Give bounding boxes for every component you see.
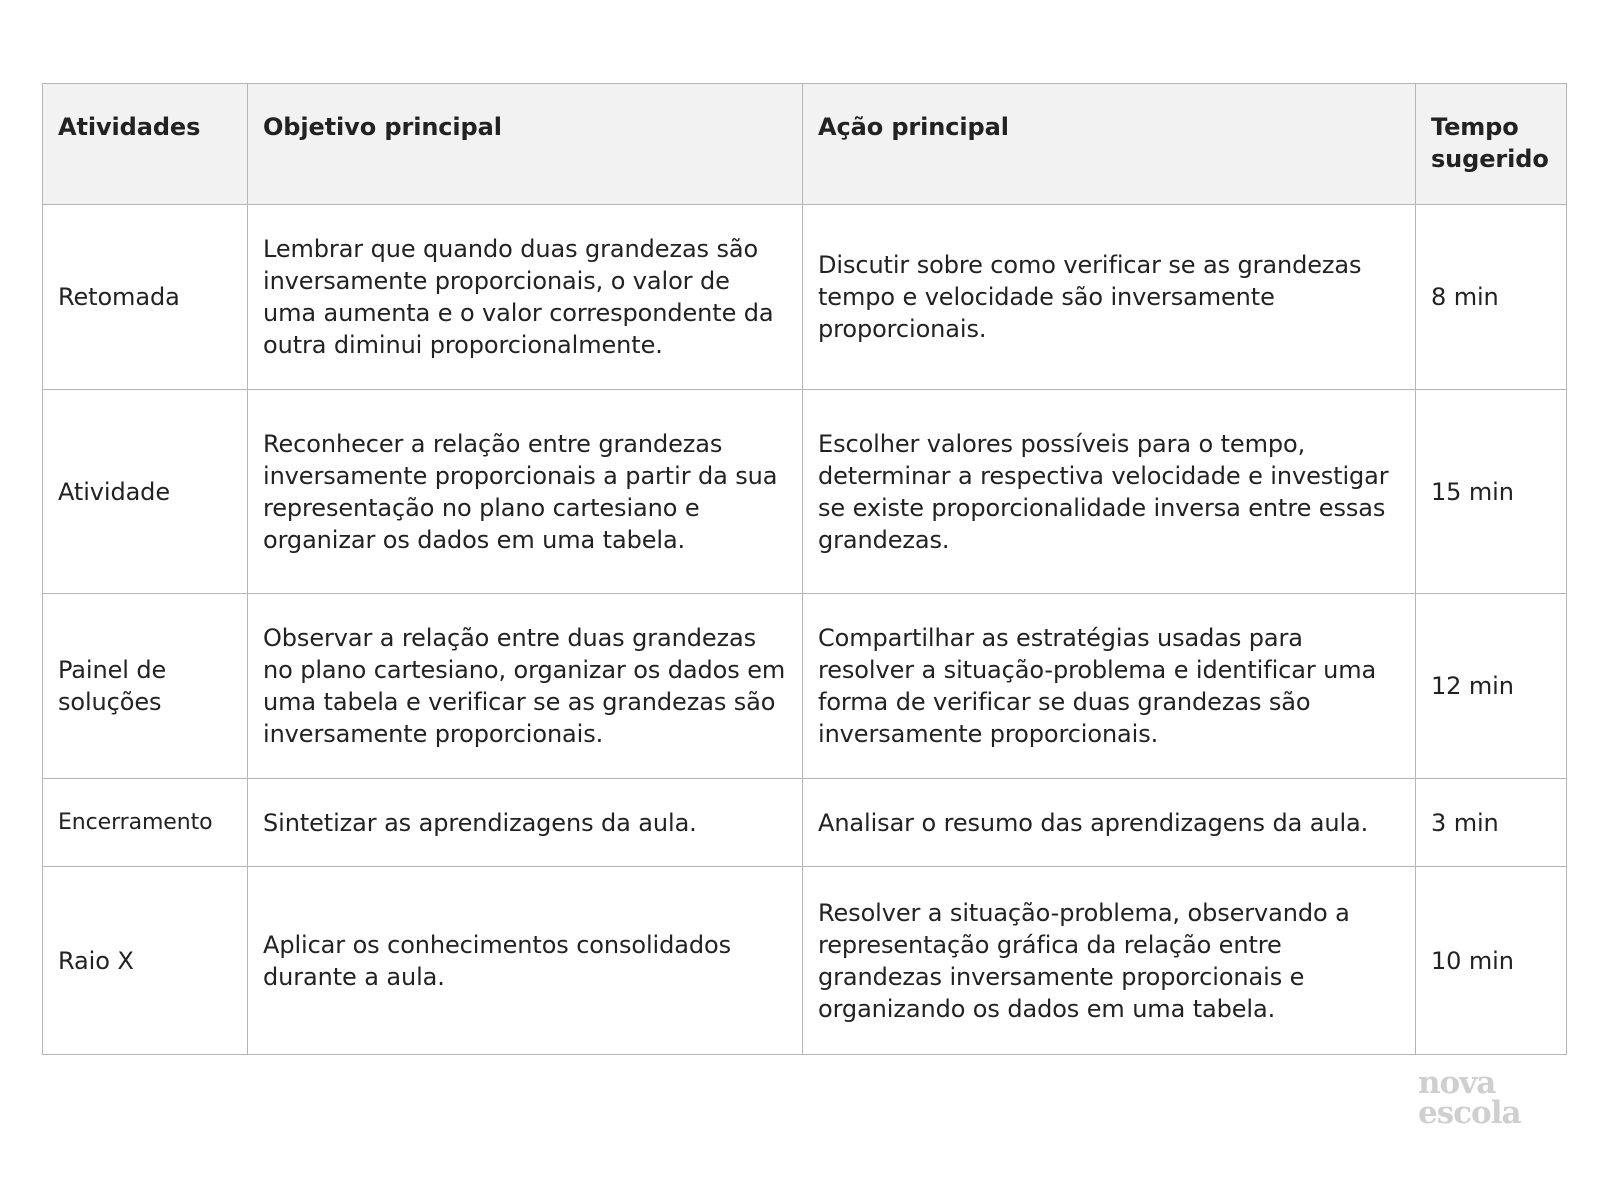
logo-line-nova: nova [1418,1065,1496,1101]
activity-cell: Painel de soluções [43,594,248,779]
header-activities: Atividades [43,84,248,205]
action-cell: Discutir sobre como verificar se as grandezas tempo e velocidade são inversamente proporcionais. [803,205,1416,390]
table-row [43,594,1567,779]
activity-cell: Encerramento [43,779,248,867]
goal-cell: Observar a relação entre duas grandezas no plano cartesiano, organizar os dados em uma tabela e verificar se as grandezas são inversamente proporcionais. [248,594,803,779]
header-main-goal: Objetivo principal [248,84,803,205]
table-row [43,867,1567,1055]
lesson-plan-table [42,83,1567,1055]
nova-escola-logo [1418,1065,1521,1131]
activity-cell: Raio X [43,867,248,1055]
action-cell: Analisar o resumo das aprendizagens da aula. [803,779,1416,867]
goal-cell: Sintetizar as aprendizagens da aula. [248,779,803,867]
action-cell: Escolher valores possíveis para o tempo, determinar a respectiva velocidade e investigar se existe proporcionalidade inversa entre essas grandezas. [803,390,1416,594]
logo-line-escola: escola [1418,1095,1521,1131]
time-cell: 15 min [1416,390,1567,594]
table-row [43,205,1567,390]
goal-cell: Aplicar os conhecimentos consolidados durante a aula. [248,867,803,1055]
time-cell: 12 min [1416,594,1567,779]
time-cell: 8 min [1416,205,1567,390]
activity-cell: Atividade [43,390,248,594]
header-main-action: Ação principal [803,84,1416,205]
table-header-row [43,84,1567,205]
goal-cell: Lembrar que quando duas grandezas são inversamente proporcionais, o valor de uma aumenta e o valor correspondente da outra diminui proporcionalmente. [248,205,803,390]
activity-cell: Retomada [43,205,248,390]
table-row [43,390,1567,594]
action-cell: Compartilhar as estratégias usadas para resolver a situação-problema e identificar uma forma de verificar se duas grandezas são inversamente proporcionais. [803,594,1416,779]
time-cell: 10 min [1416,867,1567,1055]
action-cell: Resolver a situação-problema, observando a representação gráfica da relação entre grandezas inversamente proporcionais e organizando os dados em uma tabela. [803,867,1416,1055]
table-row [43,779,1567,867]
time-cell: 3 min [1416,779,1567,867]
goal-cell: Reconhecer a relação entre grandezas inversamente proporcionais a partir da sua representação no plano cartesiano e organizar os dados em uma tabela. [248,390,803,594]
header-suggested-time: Tempo sugerido [1416,84,1567,205]
